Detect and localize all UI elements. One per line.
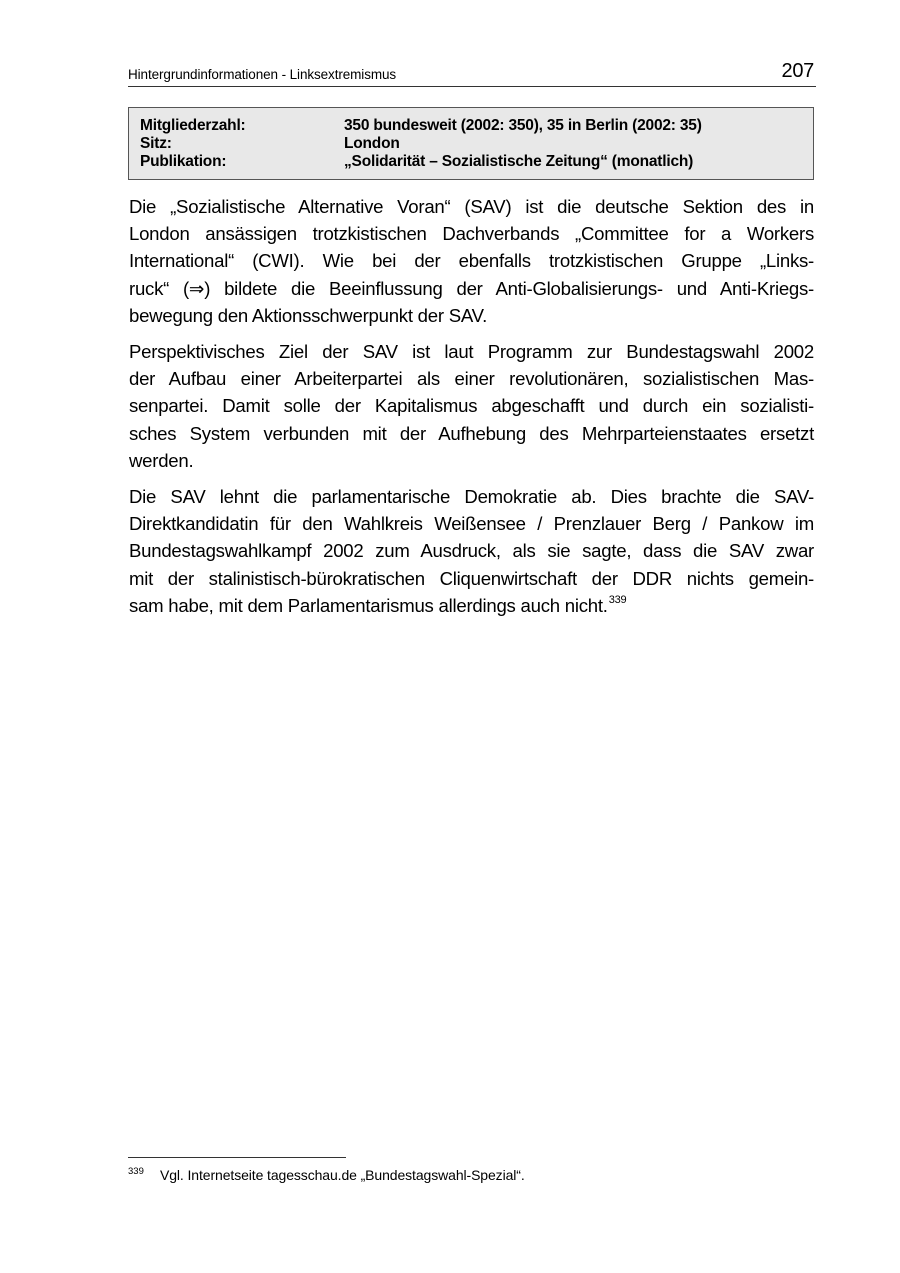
page-header: [128, 60, 816, 87]
text-line: sches System verbunden mit der Aufhebung des Mehrparteienstaates ersetzt: [129, 422, 814, 444]
info-row-publication: [129, 153, 813, 171]
info-label: Mitgliederzahl:: [140, 117, 246, 134]
info-label: Publikation:: [140, 153, 227, 170]
text-line: London ansässigen trotzkistischen Dachverbands „Committee for a Workers: [129, 223, 814, 245]
body-text: [129, 193, 814, 632]
text-line: Perspektivisches Ziel der SAV ist laut Programm zur Bundestagswahl 2002: [129, 341, 814, 363]
info-label: Sitz:: [140, 135, 172, 152]
info-box: [128, 107, 814, 180]
page-number: 207: [781, 60, 814, 82]
info-value: 350 bundesweit (2002: 350), 35 in Berlin (2002: 35): [344, 117, 702, 134]
footnote-text: Vgl. Internetseite tagesschau.de „Bundestagswahl-Spezial“.: [160, 1167, 525, 1183]
text-line: senpartei. Damit solle der Kapitalismus abgeschafft und durch ein sozialisti-: [129, 395, 814, 417]
text-line: International“ (CWI). Wie bei der ebenfalls trotzkistischen Gruppe „Links-: [129, 250, 814, 272]
info-row-seat: [129, 135, 813, 153]
text-line: der Aufbau einer Arbeiterpartei als einer revolutionären, sozialistischen Mas-: [129, 368, 814, 390]
footnote-separator: [128, 1157, 346, 1158]
text-line: mit der stalinistisch-bürokratischen Cliquenwirtschaft der DDR nichts gemein-: [129, 567, 814, 589]
info-row-members: [129, 117, 813, 135]
text-line: Direktkandidatin für den Wahlkreis Weißensee / Prenzlauer Berg / Pankow im: [129, 513, 814, 535]
info-value: „Solidarität – Sozialistische Zeitung“ (monatlich): [344, 153, 694, 170]
paragraph-1: [129, 193, 814, 329]
text-line: Bundestagswahlkampf 2002 zum Ausdruck, als sie sagte, dass die SAV zwar: [129, 540, 814, 562]
text-line: Die „Sozialistische Alternative Voran“ (SAV) ist die deutsche Sektion des in: [129, 196, 814, 217]
running-title: Hintergrundinformationen - Linksextremismus: [128, 67, 397, 82]
text-line: ruck“ (⇒) bildete die Beeinflussung der Anti-Globalisierungs- und Anti-Kriegs-: [129, 277, 814, 299]
info-value: London: [344, 135, 400, 152]
text-line: Die SAV lehnt die parlamentarische Demokratie ab. Dies brachte die SAV-: [129, 486, 814, 508]
text-line: bewegung den Aktionsschwerpunkt der SAV.: [129, 304, 487, 326]
text-line: werden.: [129, 449, 194, 471]
footnote-number: 339: [128, 1166, 144, 1177]
paragraph-3: [129, 483, 814, 623]
footnote-reference[interactable]: 339: [608, 593, 627, 606]
text-line-with-footnote: [129, 592, 814, 623]
text-line: sam habe, mit dem Parlamentarismus allerdings auch nicht.: [129, 594, 608, 616]
paragraph-2: [129, 338, 814, 474]
